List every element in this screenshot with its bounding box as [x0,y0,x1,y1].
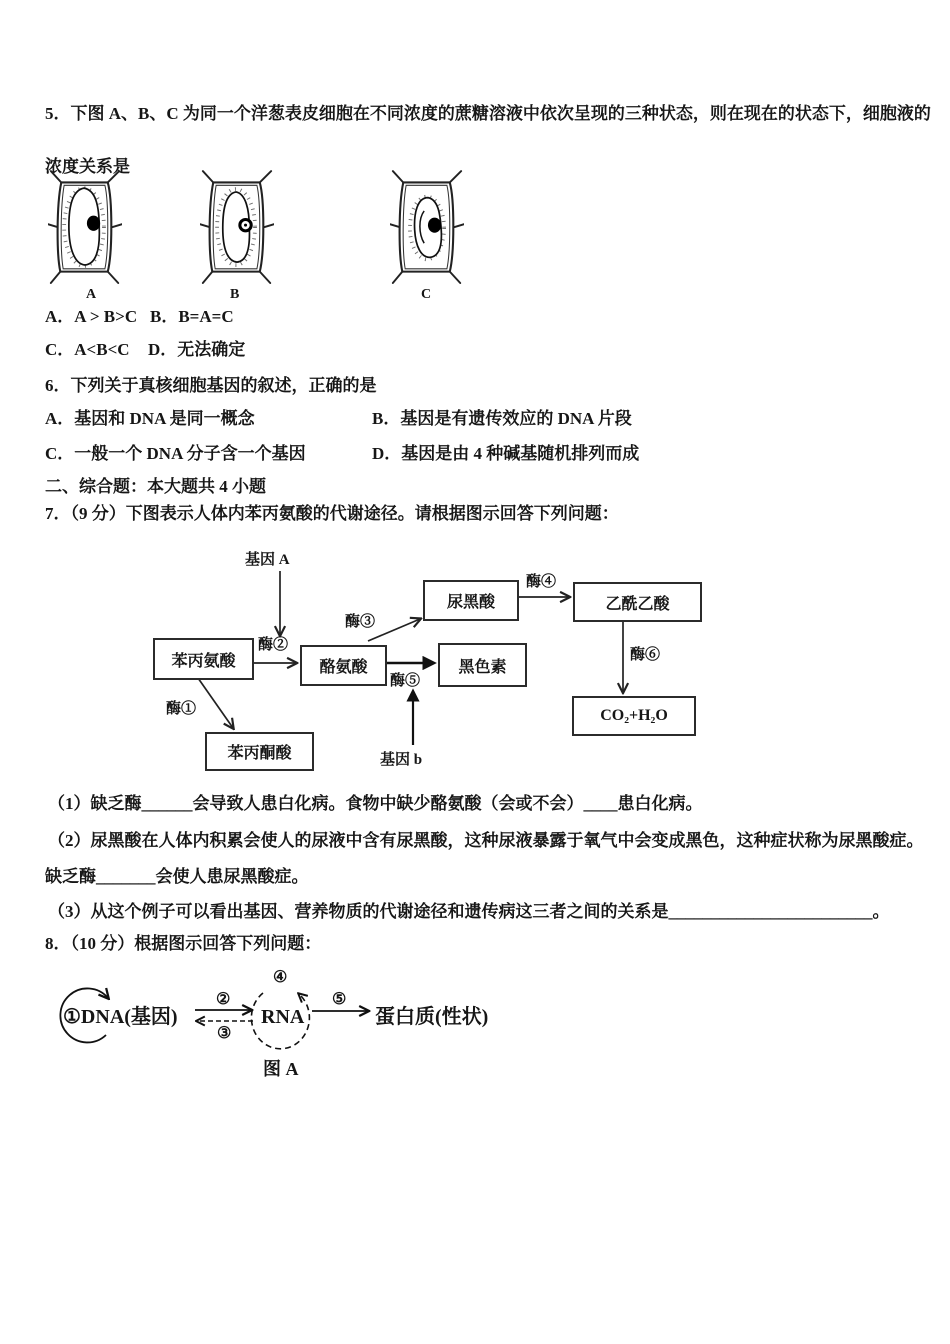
q8-stem: 8．（10 分）根据图示回答下列问题： [45,934,322,953]
q7-sub3: （3）从这个例子可以看出基因、营养物质的代谢途径和遗传病这三者之间的关系是________________________。 [48,902,890,921]
step5-label: ⑤ [332,991,347,1008]
q5-stem-line2: 浓度关系是 [45,157,130,176]
enzyme6-label: 酶⑥ [630,647,661,663]
enzyme2-label: 酶② [258,637,289,653]
q8-central-dogma-diagram [45,958,605,1098]
section2-heading: 二、综合题：本大题共 4 小题 [45,477,266,496]
box-acetoacetic-acid: 乙酰乙酸 [573,582,702,622]
rna-label: RNA [261,1006,305,1028]
q5-option-d: D．无法确定 [148,340,246,359]
step4-label: ④ [273,969,288,986]
gene-a-label: 基因 A [245,552,290,568]
q6-option-d: D．基因是由 4 种碱基随机排列而成 [372,444,640,463]
protein-label: 蛋白质(性状) [375,1006,489,1028]
onion-cell-b-figure [200,166,274,290]
q6-option-c: C．一般一个 DNA 分子含一个基因 [45,444,306,463]
cell-label-c: C [421,287,432,302]
box-phenylalanine: 苯丙氨酸 [153,638,254,680]
q7-stem: 7．（9 分）下图表示人体内苯丙氨酸的代谢途径。请根据图示回答下列问题： [45,504,619,523]
q5-option-c: C．A<B<C [45,340,130,359]
onion-cell-a-figure [48,166,122,290]
q5-stem-line1: 5．下图 A、B、C 为同一个洋葱表皮细胞在不同浓度的蔗糖溶液中依次呈现的三种状态，则在现在的状态下，细胞液的 [45,104,931,123]
q7-sub2a: （2）尿黑酸在人体内积累会使人的尿液中含有尿黑酸，这种尿液暴露于氧气中会变成黑色，这种症状称为尿黑酸症。 [48,831,924,850]
enzyme3-label: 酶③ [345,614,376,630]
figure-a-caption: 图 A [263,1059,299,1079]
q5-option-a: A．A > B>C [45,307,138,326]
q6-stem: 6．下列关于真核细胞基因的叙述，正确的是 [45,376,377,395]
box-co2-h2o: CO₂+H₂O [572,696,696,736]
step3-label: ③ [217,1025,232,1042]
gene-b-label: 基因 b [380,752,423,768]
step2-label: ② [216,991,231,1008]
cell-label-b: B [230,287,240,302]
q7-sub2b: 缺乏酶_______会使人患尿黑酸症。 [45,867,309,886]
box-melanin: 黑色素 [438,643,527,687]
enzyme4-label: 酶④ [526,574,557,590]
q6-option-b: B．基因是有遗传效应的 DNA 片段 [372,409,632,428]
q5-option-b: B．B=A=C [150,307,234,326]
enzyme5-label: 酶⑤ [390,673,421,689]
onion-cell-c-figure [390,166,464,290]
q7-sub1: （1）缺乏酶______会导致人患白化病。食物中缺少酪氨酸（会或不会）____患白化病。 [48,794,703,813]
cell-label-a: A [86,287,97,302]
enzyme1-label: 酶① [166,701,197,717]
dna-label: ①DNA(基因) [63,1006,178,1028]
box-tyrosine: 酪氨酸 [300,645,387,686]
box-phenylpyruvic-acid: 苯丙酮酸 [205,732,314,771]
q7-metabolism-diagram [140,545,720,783]
q6-option-a: A．基因和 DNA 是同一概念 [45,409,255,428]
box-homogentisic-acid: 尿黑酸 [423,580,519,621]
